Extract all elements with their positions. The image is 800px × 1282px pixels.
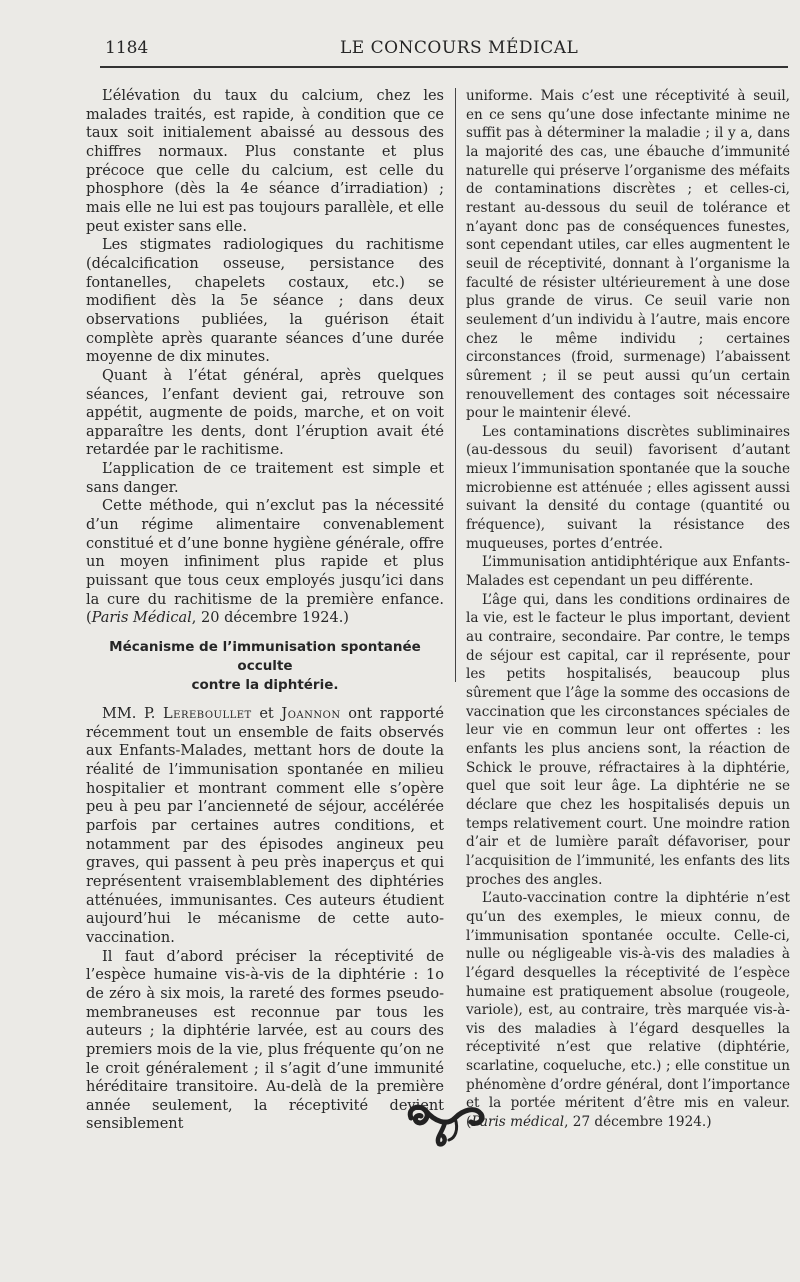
author-joannon: Joannon (281, 706, 341, 723)
paragraph-contaminations: Les contaminations discrètes subliminaires (au-dessous du seuil) favorisent d’autant mieux l’immunisation spontanée que la souche microbienne est atténuée ; elles agissent aussi suivant la densité du contage (quantité ou fréquence), suivant la résistance des muqueuses, portes d’entrée. (466, 423, 790, 552)
auto-vaccination-text: L’auto-vaccination contre la diphtérie n’est qu’un des exemples, le mieux connu, de l’immunisation spontanée occulte. Celle-ci, nulle ou négligeable vis-à-vis des maladies à l’égard desquelles la réceptivité de l’espèce humaine est pratiquement absolue (rougeole, variole), est, au contraire, très marquée vis-à-vis des maladies à l’égard desquelles la réceptivité n’est que relative (diphtérie, scarlatine, coqueluche, etc.) ; elle constitue un phénomène d’ordre général, dont l’importance et la portée méritent d’être mis en valeur. ( (466, 890, 790, 1131)
authors-intro: MM. P. (102, 706, 164, 723)
header-rule (100, 66, 788, 68)
page-header (100, 38, 788, 62)
source-date-right: , 27 décembre 1924.) (564, 1114, 712, 1131)
paragraph-etat-general: Quant à l’état général, après quelques séances, l’enfant devient gai, retrouve son appétit, augmente de poids, marche, et on voit apparaître les dents, dont l’éruption avait été retardée par le rachitisme. (86, 367, 444, 459)
heading-line-2: contre la diphtérie. (191, 677, 339, 694)
paragraph-stigmates: Les stigmates radiologiques du rachitisme (décalcification osseuse, persistance des fontanelles, chapelets costaux, etc.) se modifient dès la 5e séance ; dans deux observations publiées, la guérison était complète après quarante séances d’une durée moyenne de dix minutes. (86, 237, 444, 366)
paragraph-authors (86, 705, 444, 948)
author-lereboullet: Lereboullet (163, 706, 252, 723)
fleuron-ornament-icon (405, 1100, 489, 1148)
source-date: , 20 décembre 1924.) (191, 610, 349, 627)
right-column (466, 87, 790, 1132)
paragraph-methode (86, 497, 444, 628)
paragraph-application: L’application de ce traitement est simple et sans danger. (86, 461, 444, 496)
paragraph-enfants-malades: L’immunisation antidiphtérique aux Enfants-Malades est cependant un peu différente. (466, 554, 790, 590)
paragraph-seuil: uniforme. Mais c’est une réceptivité à seuil, en ce sens qu’une dose infectante minime ne suffit pas à déterminer la maladie ; il y a, dans la majorité des cas, une ébauche d’immunité naturelle qui préserve l’organisme des méfaits de contaminations discrètes ; et celles-ci, restant au-dessous du seuil de tolérance et n’ayant donc pas de conséquences funestes, sont cependant utiles, car elles augmentent le seuil de réceptivité, donnant à l’organisme la faculté de résister ultérieurement à une dose plus grande de virus. Ce seuil varie non seulement d’un individu à l’autre, mais encore chez le même individu ; certaines circonstances (froid, surmenage) l’abaissent sûrement ; il se peut aussi qu’un certain renouvellement des contages soit nécessaire pour le maintenir élevé. (466, 88, 790, 422)
source-title: Paris Médical (91, 610, 192, 627)
authors-and: et (251, 706, 282, 723)
left-column (86, 87, 444, 1134)
authors-text: ont rapporté récemment tout un ensemble de faits observés aux Enfants-Malades, mettant hors de doute la réalité de l’immunisation spontanée en milieu hospitalier et montrant comment elle s’opère peu à peu par l’ancienneté de séjour, accélérée parfois par certaines autres conditions, et notamment par des épisodes angineux peu graves, qui passent à peu près inaperçus et qui représentent vraisemblablement des diphtéries atténuées, immunisantes. Ces auteurs étudient aujourd’hui le mécanisme de cette auto-vaccination. (86, 706, 444, 946)
column-divider (455, 88, 456, 682)
page-number: 1184 (105, 38, 149, 58)
source-title-right: Paris médical (471, 1114, 565, 1131)
paragraph-age: L’âge qui, dans les conditions ordinaires de la vie, est le facteur le plus important, devient au contraire, secondaire. Par contre, le temps de séjour est capital, car il représente, pour les petits hospitalisés, beaucoup plus sûrement que l’âge la somme des occasions de vaccination que les circonstances spéciales de leur vie en commun leur ont offertes : les enfants les plus anciens sont, la réaction de Schick le prouve, réfractaires à la diphtérie, quel que soit leur âge. La diphtérie ne se déclare que chez les hospitalisés depuis un temps relativement court. Une moindre ration d’air et de lumière paraît défavoriser, pour l’acquisition de l’immunité, les enfants des lits proches des angles. (466, 591, 790, 888)
methode-text: Cette méthode, qui n’exclut pas la nécessité d’un régime alimentaire convenablement constitué et d’une bonne hygiène générale, offre un moyen infiniment plus rapide et plus puissant que tous ceux employés jusqu’ici dans la cure du rachitisme de la première enfance. ( (86, 498, 445, 627)
running-title: LE CONCOURS MÉDICAL (340, 38, 579, 58)
paragraph-receptivite: Il faut d’abord préciser la réceptivité de l’espèce humaine vis-à-vis de la diphtérie : 1o de zéro à six mois, la rareté des formes pseudo-membraneuses est reconnue par tous les auteurs ; la diphtérie larvée, est au cours des premiers mois de la vie, plus fréquente qu’on ne le croit généralement ; il s’agit d’une immunité héréditaire transitoire. Au-delà de la première année seulement, la réceptivité devient sensiblement (86, 948, 444, 1133)
paragraph-calcium: L’élévation du taux du calcium, chez les malades traités, est rapide, à condition que ce taux soit initialement abaissé au dessous des chiffres normaux. Plus constante et plus précoce que celle du calcium, est celle du phosphore (dès la 4e séance d’irradiation) ; mais elle ne lui est pas toujours parallèle, et elle peut exister sans elle. (86, 88, 444, 235)
heading-line-1: Mécanisme de l’immunisation spontanée occulte (109, 639, 421, 675)
section-heading (86, 638, 444, 695)
paragraph-auto-vaccination (466, 889, 790, 1132)
